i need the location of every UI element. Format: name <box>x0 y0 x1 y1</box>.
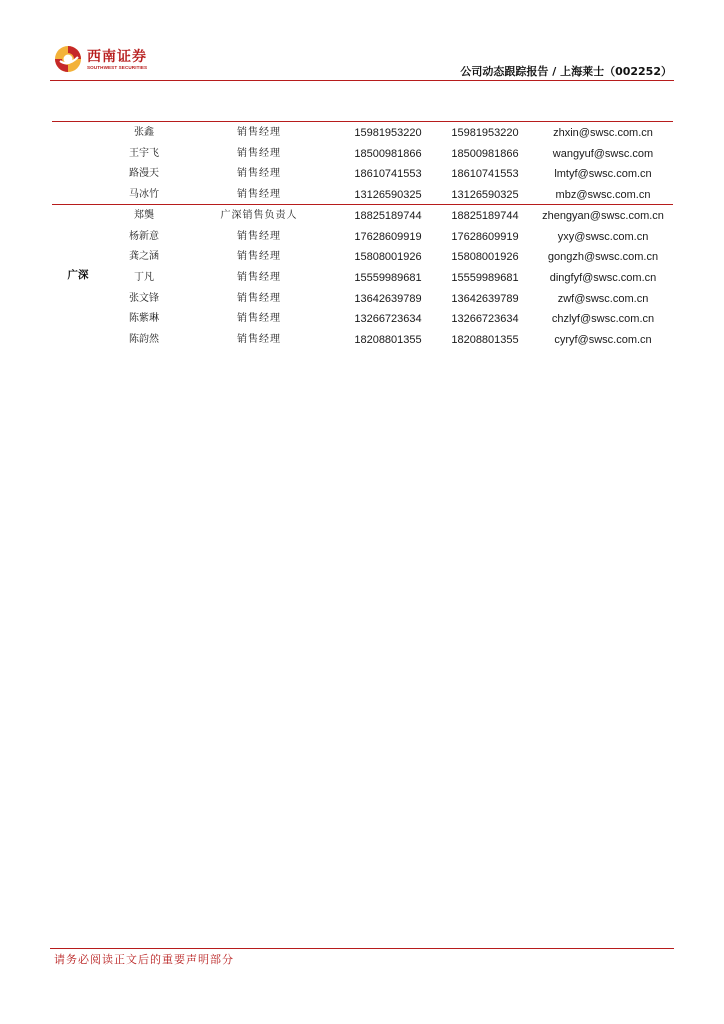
contact-name: 张鑫 <box>134 127 154 138</box>
contact-mobile: 13266723634 <box>451 313 519 326</box>
contact-title: 销售经理 <box>237 127 281 138</box>
contact-title: 销售经理 <box>237 334 281 345</box>
contact-mobile: 15808001926 <box>451 251 519 264</box>
table-top-divider <box>52 121 673 122</box>
table-row <box>52 247 673 267</box>
contact-phone: 17628609919 <box>354 230 422 243</box>
contact-title: 销售经理 <box>237 230 281 242</box>
logo-english-name: SOUTHWEST SECURITIES <box>87 65 148 70</box>
contact-email[interactable]: zhengyan@swsc.com.cn <box>542 209 664 222</box>
contact-name: 陈紫琳 <box>129 313 159 325</box>
contact-mobile: 18500981866 <box>451 147 519 160</box>
contact-name: 龚之涵 <box>129 251 159 263</box>
table-row <box>52 227 673 247</box>
contact-email[interactable]: chzlyf@swsc.com.cn <box>551 313 655 326</box>
contact-mobile: 15981953220 <box>451 127 519 139</box>
contact-email[interactable]: wangyuf@swsc.com <box>552 147 654 160</box>
table-row <box>52 309 673 329</box>
contact-name: 陈韵然 <box>129 334 159 345</box>
table-row <box>52 164 673 184</box>
contact-mobile: 13126590325 <box>451 189 519 202</box>
contact-email[interactable]: lmtyf@swsc.com.cn <box>554 168 652 181</box>
contact-title: 销售经理 <box>237 147 281 159</box>
contact-mobile: 18610741553 <box>451 168 519 181</box>
contact-phone: 18500981866 <box>354 147 422 160</box>
header-divider <box>50 80 674 81</box>
contact-email[interactable]: cyryf@swsc.com.cn <box>554 334 652 346</box>
company-logo <box>54 44 164 76</box>
contact-email[interactable]: dingfyf@swsc.com.cn <box>549 271 657 284</box>
footer-disclaimer: 请务必阅读正文后的重要声明部分 <box>54 953 234 966</box>
contact-title: 销售经理 <box>237 292 281 304</box>
contact-title: 销售经理 <box>237 271 281 283</box>
footer-divider <box>50 948 674 949</box>
contact-phone: 13642639789 <box>354 292 422 305</box>
contact-name: 丁凡 <box>134 271 154 283</box>
contact-mobile: 13642639789 <box>451 292 519 305</box>
contact-title: 销售经理 <box>237 251 281 263</box>
table-row <box>52 185 673 205</box>
table-row <box>52 206 673 226</box>
contact-name: 杨新意 <box>129 230 159 242</box>
contact-name: 路漫天 <box>129 168 159 180</box>
contact-phone: 15981953220 <box>354 127 422 139</box>
contact-email[interactable]: mbz@swsc.com.cn <box>555 189 651 202</box>
contact-phone: 18825189744 <box>354 209 422 222</box>
contact-email[interactable]: yxy@swsc.com.cn <box>557 230 649 243</box>
table-row <box>52 330 673 350</box>
table-row <box>52 289 673 309</box>
contact-email[interactable]: zwf@swsc.com.cn <box>557 292 649 305</box>
table-row <box>52 123 673 143</box>
contact-mobile: 17628609919 <box>451 230 519 243</box>
contact-name: 郑龑 <box>134 209 154 221</box>
contact-title: 销售经理 <box>237 189 281 201</box>
contact-title: 广深销售负责人 <box>220 209 298 221</box>
contact-phone: 13266723634 <box>354 313 422 326</box>
table-row <box>52 268 673 288</box>
contact-phone: 18208801355 <box>354 334 422 346</box>
contact-email[interactable]: zhxin@swsc.com.cn <box>553 127 653 139</box>
southwest-securities-logo-icon <box>54 45 82 73</box>
region-label-guangshen: 广深 <box>67 269 89 281</box>
contact-phone: 15808001926 <box>354 251 422 264</box>
contact-mobile: 18208801355 <box>451 334 519 346</box>
report-title: 公司动态跟踪报告 / 上海莱士（002252） <box>460 65 672 78</box>
contact-name: 马冰竹 <box>129 189 159 201</box>
contact-title: 销售经理 <box>237 168 281 180</box>
contact-phone: 13126590325 <box>354 189 422 202</box>
contact-phone: 15559989681 <box>354 271 422 284</box>
logo-chinese-name: 西南证券 <box>87 49 147 65</box>
contact-phone: 18610741553 <box>354 168 422 181</box>
contact-email[interactable]: gongzh@swsc.com.cn <box>547 251 659 264</box>
contact-title: 销售经理 <box>237 313 281 325</box>
contact-name: 张文锋 <box>129 292 159 304</box>
table-row <box>52 144 673 164</box>
contact-mobile: 18825189744 <box>451 209 519 222</box>
contact-mobile: 15559989681 <box>451 271 519 284</box>
contact-name: 王宇飞 <box>129 147 159 159</box>
